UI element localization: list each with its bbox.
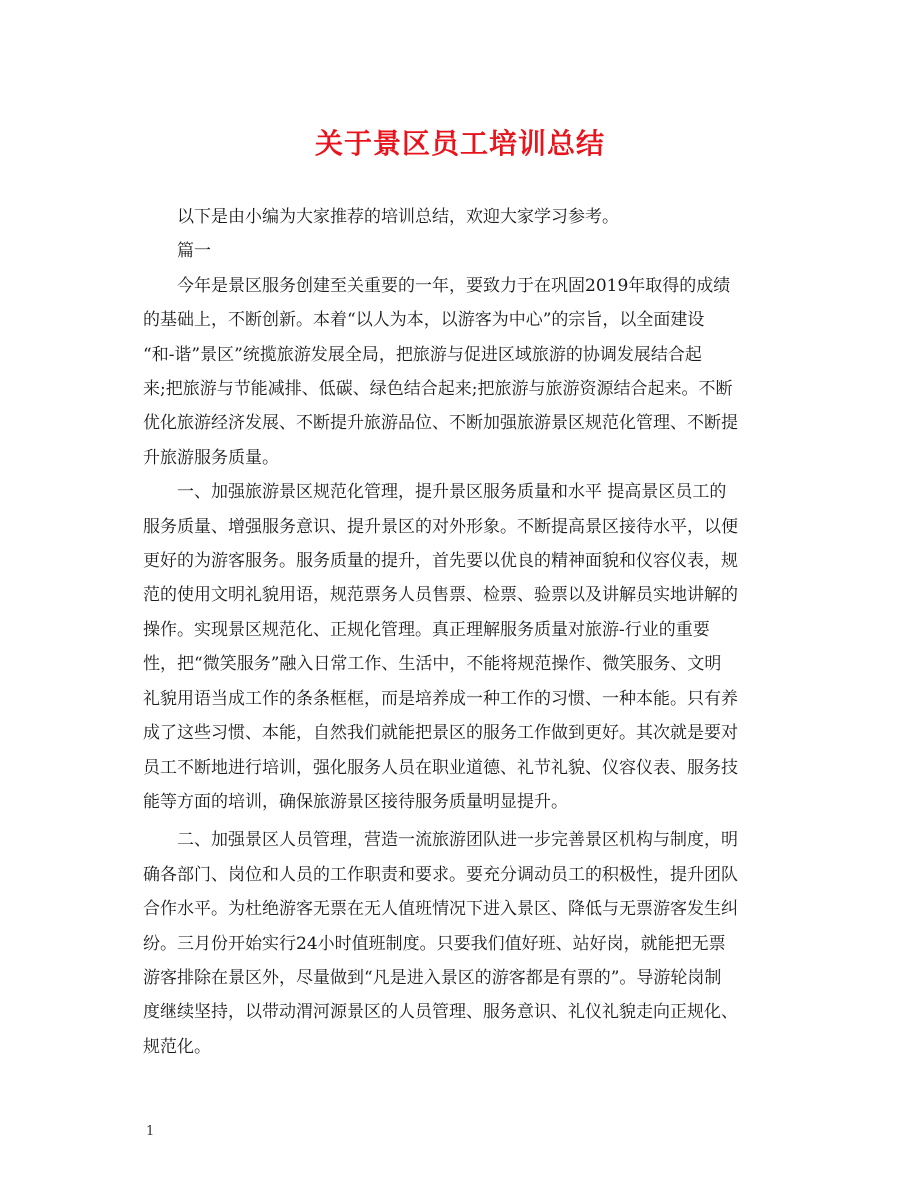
document-body [143,200,779,1064]
paragraph-3: 二、加强景区人员管理，营造一流旅游团队进一步完善景区机构与制度，明 确各部门、岗位和人员的工作职责和要求。要充分调动员工的积极性，提升团队 合作水平。为杜绝游客无票在无人值班情况下进入景区、降低与无票游客发生纠 纷。三月份开始实行24小时值班制度。只要我们值好班、站好岗，就能把无票 游客排除在景区外，尽量做到“凡是进入景区的游客都是有票的”。导游轮岗制 度继续坚持，以带动渭河源景区的人员管理、服务意识、礼仪礼貌走向正规化、 规范化。 [143,830,738,1057]
page-number: 1 [146,1124,155,1139]
intro-paragraph: 以下是由小编为大家推荐的培训总结，欢迎大家学习参考。 [177,207,619,227]
section-heading: 篇一 [177,241,211,262]
document-title: 关于景区员工培训总结 [314,127,605,160]
paragraph-1: 今年是景区服务创建至关重要的一年，要致力于在巩固2019年取得的成绩 的基础上，不断创新。本着“以人为本，以游客为中心”的宗旨，以全面建设 “和-谐”景区”统揽旅游发展全局，把旅游与促进区域旅游的协调发展结合起 来;把旅游与节能减排、低碳、绿色结合起来;把旅游与旅游资源结合起来。不断 优化旅游经济发展、不断提升旅游品位、不断加强旅游景区规范化管理、不断提 升旅游服务质量。 [143,275,738,468]
paragraph-2: 一、加强旅游景区规范化管理，提升景区服务质量和水平 提高景区员工的 服务质量、增强服务意识、提升景区的对外形象。不断提高景区接待水平，以便 更好的为游客服务。服务质量的提升，首先要以优良的精神面貌和仪容仪表，规 范的使用文明礼貌用语，规范票务人员售票、检票、验票以及讲解员实地讲解的 操作。实现景区规范化、正规化管理。真正理解服务质量对旅游-行业的重要 性，把“微笑服务”融入日常工作、生活中，不能将规范操作、微笑服务、文明 礼貌用语当成工作的条条框框，而是培养成一种工作的习惯、一种本能。只有养 成了这些习惯、本能，自然我们就能把景区的服务工作做到更好。其次就是要对 员工不断地进行培训，强化服务人员在职业道德、礼节礼貌、仪容仪表、服务技 能等方面的培训，确保旅游景区接待服务质量明显提升。 [143,482,738,812]
